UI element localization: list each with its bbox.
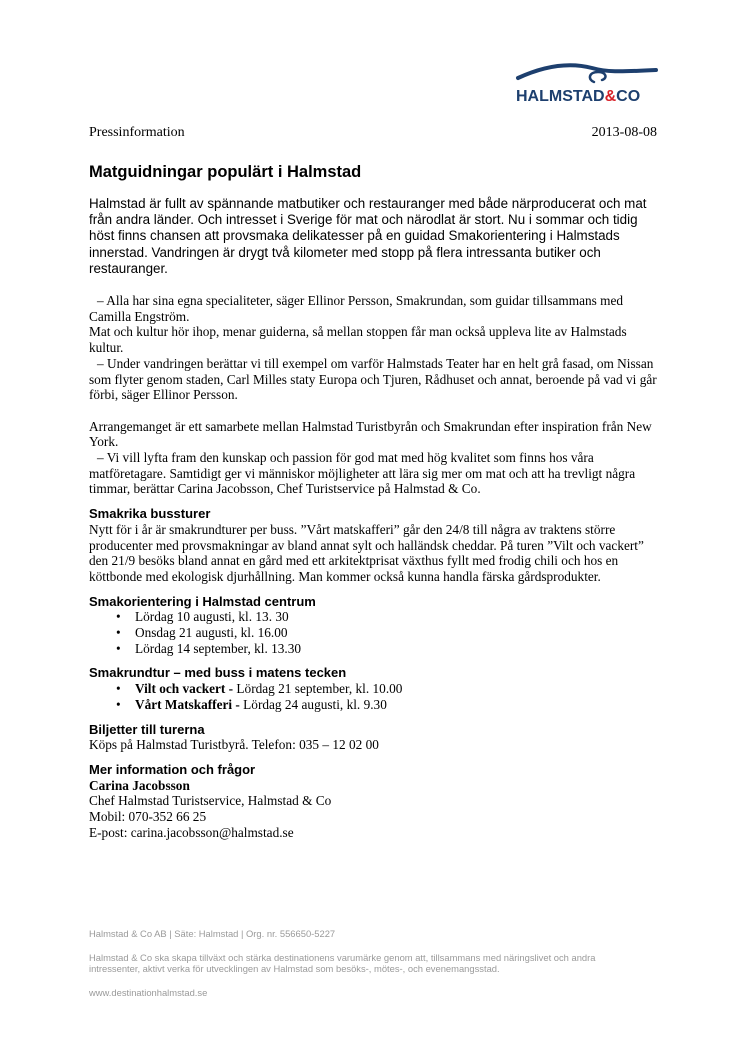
- page-footer: [89, 928, 649, 998]
- contact-mobile: Mobil: 070-352 66 25: [89, 809, 207, 825]
- paragraph-collaboration: Arrangemanget är ett samarbete mellan Halmstad Turistbyrån och Smakrundan efter inspiration från New York.: [89, 418, 652, 450]
- wave-logo-icon: [514, 58, 660, 88]
- paragraph-quote-1: – Alla har sina egna specialiteter, säger Ellinor Persson, Smakrundan, som guidar tillsammans med Camilla Engström.: [89, 293, 624, 324]
- list-item: • Onsdag 21 augusti, kl. 16.00: [135, 625, 661, 641]
- footer-mission: Halmstad & Co ska skapa tillväxt och stärka destinationens varumärke genom att, tillsammans med näringslivet och andra intressenter, aktivt verka för utvecklingen av Halmstad som besöks-, mötes-, och evenemangsstad.: [89, 952, 596, 974]
- orientation-date-list: [89, 609, 661, 656]
- doc-type-label: Pressinformation: [89, 125, 185, 140]
- section-heading-bus: Smakrika bussturer: [89, 506, 211, 522]
- list-item: • Vilt och vackert - Lördag 21 september, kl. 10.00: [135, 681, 661, 697]
- section-heading-tickets: Biljetter till turerna: [89, 721, 205, 737]
- ingress-paragraph: Halmstad är fullt av spännande matbutiker och restauranger med både närproducerat och mat från andra länder. Och intresset i Sverige för mat och närodlat är stort. Nu i sommar och tidig höst finns chansen att provsmaka delikatesser på en guidad Smakorientering i Halmstads innerstad. Vandringen är drygt två kilometer med stopp på flera intressanta butiker och restauranger.: [89, 196, 647, 276]
- section-heading-orientation: Smakorientering i Halmstad centrum: [89, 593, 316, 609]
- paragraph-culture: Mat och kultur hör ihop, menar guiderna, så mellan stoppen får man också uppleva lite av Halmstads kultur.: [89, 324, 627, 356]
- bustour-date-list: [89, 681, 661, 712]
- list-item: • Vårt Matskafferi - Lördag 24 augusti, kl. 9.30: [135, 697, 661, 713]
- list-item: • Lördag 10 augusti, kl. 13. 30: [135, 609, 661, 625]
- footer-url: www.destinationhalmstad.se: [89, 987, 208, 998]
- logo-wordmark: HALMSTAD&CO: [516, 88, 641, 105]
- section-text-tickets: Köps på Halmstad Turistbyrå. Telefon: 035 – 12 02 00: [89, 737, 379, 753]
- section-heading-bustour: Smakrundtur – med buss i matens tecken: [89, 665, 347, 681]
- doc-date: 2013-08-08: [591, 125, 657, 140]
- paragraph-quote-2: – Under vandringen berättar vi till exempel om varför Halmstads Teater har en helt grå fasad, om Nissan som flyter genom staden, Carl Milles staty Europa och Tjuren, Rådhuset och annat, beroende på vad vi går förbi, säger Ellinor Persson.: [89, 355, 657, 403]
- contact-email: E-post: carina.jacobsson@halmstad.se: [89, 824, 294, 840]
- contact-name: Carina Jacobsson: [89, 777, 190, 793]
- paragraph-quote-3: – Vi vill lyfta fram den kunskap och passion för god mat med hög kvalitet som finns hos våra matföretagare. Samtidigt ger vi människor möjligheter att lära sig mer om mat och att ha trevligt några timmar, berättar Carina Jacobsson, Chef Turistservice på Halmstad & Co.: [89, 450, 636, 497]
- section-text-bus: Nytt för i år är smakrundturer per buss. ”Vårt matskafferi” går den 24/8 till några av traktens större producenter med provsmakningar av bland annat sylt och halländsk cheddar. På turen ”Vilt och vackert” den 21/9 besöks bland annat en gård med ett arkitektprisat växthus fyllt med frodig chili och hos en köttbonde med ekologisk djurhållning. Man kommer också kunna handla färska gårdsprodukter.: [89, 521, 644, 584]
- page-title: Matguidningar populärt i Halmstad: [89, 163, 362, 181]
- list-item: • Lördag 14 september, kl. 13.30: [135, 641, 661, 657]
- article-body: [89, 293, 661, 840]
- contact-role: Chef Halmstad Turistservice, Halmstad & Co: [89, 793, 332, 809]
- footer-company: Halmstad & Co AB | Säte: Halmstad | Org. nr. 556650-5227: [89, 928, 336, 939]
- halmstad-co-logo: [514, 58, 660, 110]
- section-heading-contact: Mer information och frågor: [89, 761, 256, 777]
